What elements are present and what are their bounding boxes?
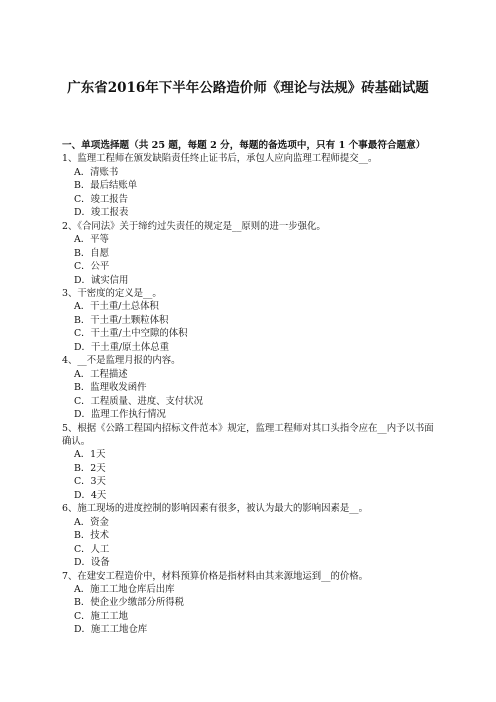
question-item <box>62 354 434 421</box>
question-text: 2、《合同法》关于缔约过失责任的规定是__原则的进一步强化。 <box>62 220 326 232</box>
answer-option: B．干土重/土颗粒体积 <box>74 314 169 326</box>
answer-option: A．平等 <box>74 234 109 246</box>
question-text: 5、根据《公路工程国内招标文件范本》规定，监理工程师对其口头指令应在__内予以书面确认。 <box>62 422 434 447</box>
answer-option: C．工程质量、进度、支付状况 <box>74 395 204 407</box>
question-text: 6、施工现场的进度控制的影响因素有很多，被认为最大的影响因素是__。 <box>62 503 368 515</box>
answer-option: A．清账书 <box>74 166 119 178</box>
answer-option: B．2天 <box>74 462 106 474</box>
question-text: 7、在建安工程造价中，材料预算价格是指材料由其来源地运到__的价格。 <box>62 570 368 582</box>
answer-option: D．4天 <box>74 489 107 501</box>
answer-option: D．竣工报表 <box>74 207 129 219</box>
question-item <box>62 152 434 219</box>
answer-option: D．干土重/原土体总重 <box>74 341 170 353</box>
answer-option: A．干土重/土总体积 <box>74 301 159 313</box>
answer-option: A．工程描述 <box>74 368 128 380</box>
answer-option: D．诚实信用 <box>74 274 129 286</box>
question-item <box>62 422 434 503</box>
answer-option: C．3天 <box>74 476 106 488</box>
answer-option: A．施工工地仓库后出库 <box>74 583 175 595</box>
answer-option: D．施工工地仓库 <box>74 624 148 636</box>
question-text: 3、干密度的定义是__。 <box>62 287 162 299</box>
answer-option: B．使企业少缴部分所得税 <box>74 597 185 609</box>
question-text: 1、监理工程师在颁发缺陷责任终止证书后，承包人应向监理工程师提交__。 <box>62 153 378 165</box>
question-text: 4、__不是监理月报的内容。 <box>62 355 181 367</box>
answer-option: D．设备 <box>74 557 110 569</box>
question-item <box>62 220 434 287</box>
answer-option: B．自愿 <box>74 247 110 259</box>
question-item <box>62 570 434 637</box>
answer-option: A．1天 <box>74 449 106 461</box>
section-heading: 一、单项选择题（共 25 题，每题 2 分，每题的备选项中，只有 1 个事最符合题意） <box>62 140 426 151</box>
answer-option: C．竣工报告 <box>74 193 129 205</box>
answer-option: B．技术 <box>74 530 110 542</box>
answer-option: C．人工 <box>74 543 110 555</box>
document-title: 广东省2016年下半年公路造价师《理论与法规》砖基础试题 <box>67 80 429 96</box>
answer-option: C．施工工地 <box>74 610 129 622</box>
answer-option: B．监理收发函件 <box>74 382 147 394</box>
answer-option: A．资金 <box>74 516 109 528</box>
question-item <box>62 287 434 354</box>
question-list <box>62 152 434 636</box>
answer-option: D．监理工作执行情况 <box>74 409 166 421</box>
answer-option: C．干土重/土中空隙的体积 <box>74 328 188 340</box>
document-body <box>62 139 434 637</box>
question-item <box>62 502 434 569</box>
answer-option: B．最后结账单 <box>74 180 138 192</box>
answer-option: C．公平 <box>74 261 110 273</box>
